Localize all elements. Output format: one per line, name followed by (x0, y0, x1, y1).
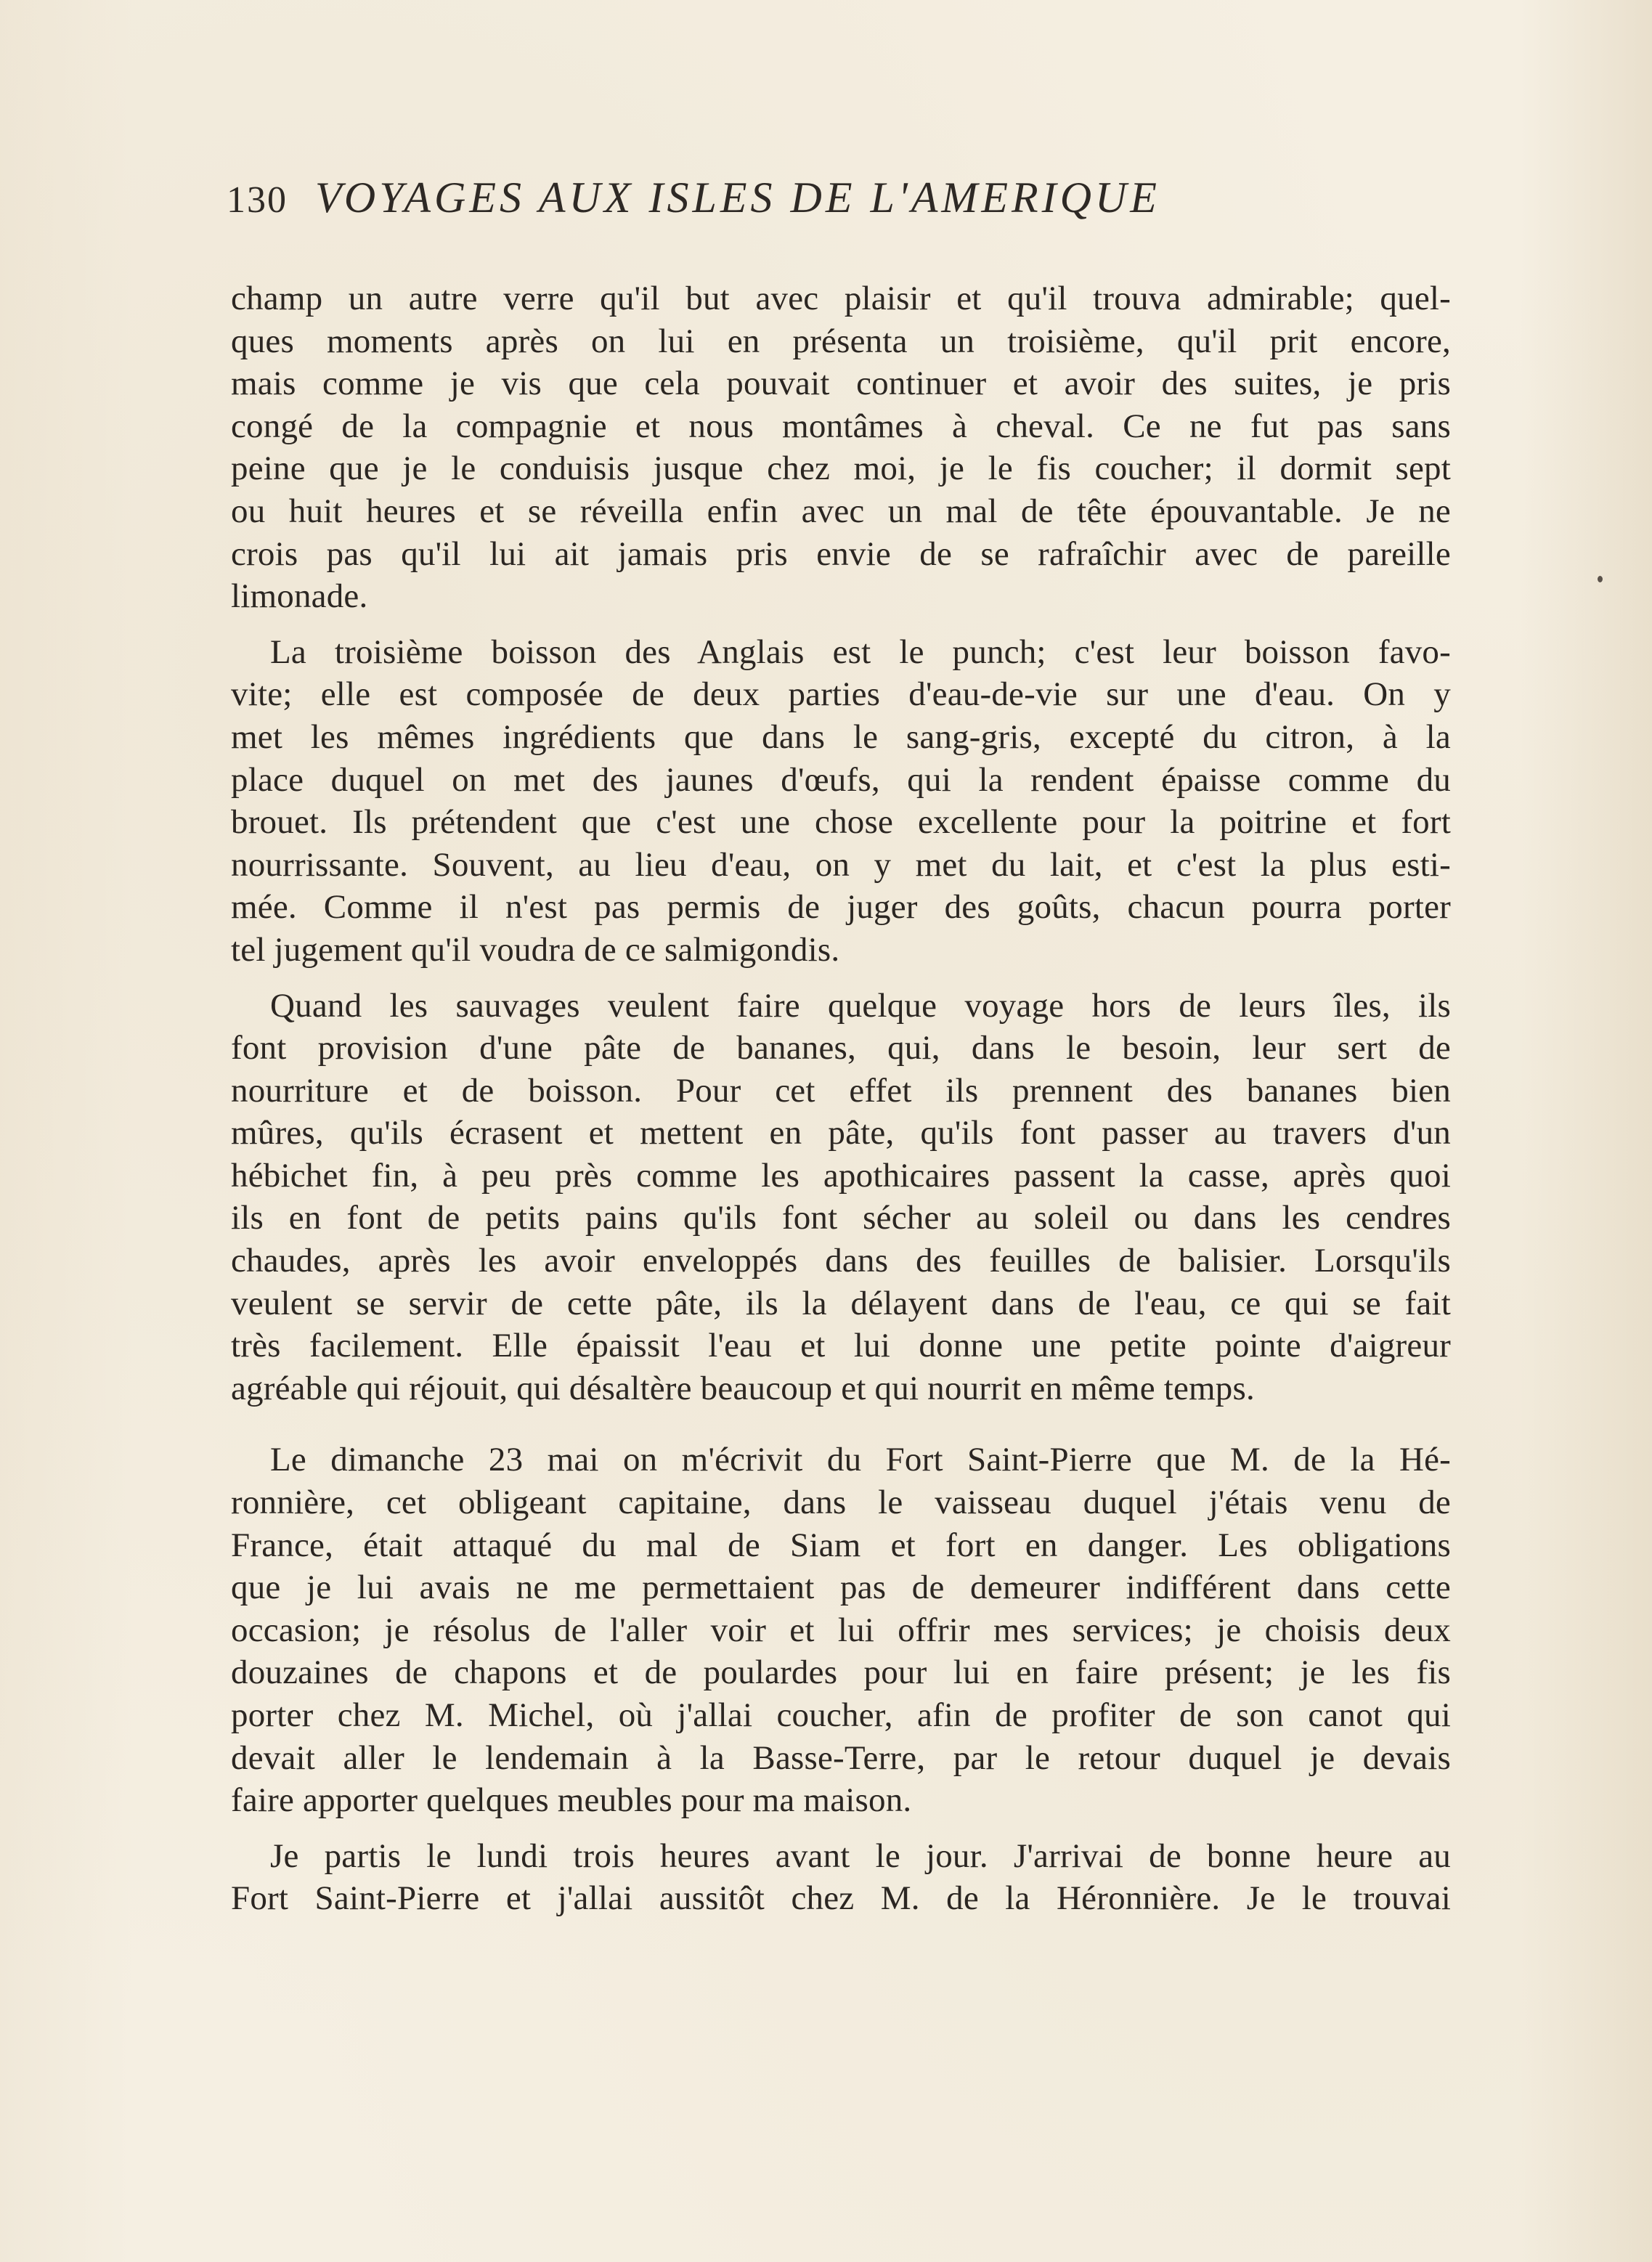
paper-speck (1598, 576, 1603, 582)
text-line: nourrissante. Souvent, au lieu d'eau, on y met du lait, et c'est la plus esti- (231, 845, 1451, 884)
text-line: France, était attaqué du mal de Siam et fort en danger. Les obligations (231, 1526, 1451, 1564)
text-line: devait aller le lendemain à la Basse-Terre, par le retour duquel je devais (231, 1738, 1451, 1777)
text-line: peine que je le conduisis jusque chez moi, je le fis coucher; il dormit sept (231, 449, 1451, 488)
text-line: occasion; je résolus de l'aller voir et lui offrir mes services; je choisis deux (231, 1611, 1451, 1649)
text-line: porter chez M. Michel, où j'allai coucher, afin de profiter de son canot qui (231, 1696, 1451, 1734)
text-line: douzaines de chapons et de poulardes pour lui en faire présent; je les fis (231, 1653, 1451, 1692)
text-line: mée. Comme il n'est pas permis de juger des goûts, chacun pourra porter (231, 888, 1451, 927)
text-line: très facilement. Elle épaissit l'eau et lui donne une petite pointe d'aigreur (231, 1327, 1451, 1365)
text-line: Le dimanche 23 mai on m'écrivit du Fort Saint-Pierre que M. de la Hé- (270, 1441, 1451, 1479)
body-text (231, 277, 1451, 1920)
text-line: ou huit heures et se réveilla enfin avec un mal de tête épouvantable. Je ne (231, 492, 1451, 530)
text-line: congé de la compagnie et nous montâmes à cheval. Ce ne fut pas sans (231, 407, 1451, 445)
text-line: ronnière, cet obligeant capitaine, dans le vaisseau duquel j'étais venu de (231, 1484, 1451, 1522)
text-line: chaudes, après les avoir enveloppés dans des feuilles de balisier. Lorsqu'ils (231, 1242, 1451, 1280)
text-line: La troisième boisson des Anglais est le punch; c'est leur boisson favo- (270, 632, 1451, 671)
text-line: que je lui avais ne me permettaient pas de demeurer indifférent dans cette (231, 1569, 1451, 1607)
running-title: VOYAGES AUX ISLES DE L'AMERIQUE (315, 174, 1160, 221)
text-line: place duquel on met des jaunes d'œufs, qui la rendent épaisse comme du (231, 760, 1451, 799)
text-line: Je partis le lundi trois heures avant le jour. J'arrivai de bonne heure au (270, 1836, 1451, 1875)
text-line: mûres, qu'ils écrasent et mettent en pâte, qu'ils font passer au travers d'un (231, 1114, 1451, 1152)
text-line: ils en font de petits pains qu'ils font sécher au soleil ou dans les cendres (231, 1199, 1451, 1237)
paragraph-4 (231, 1439, 1451, 1821)
text-line: Quand les sauvages veulent faire quelque voyage hors de leurs îles, ils (270, 986, 1451, 1025)
text-line: nourriture et de boisson. Pour cet effet ils prennent des bananes bien (231, 1071, 1451, 1110)
text-line: champ un autre verre qu'il but avec plaisir et qu'il trouva admirable; quel- (231, 280, 1451, 317)
page-number: 130 (227, 179, 288, 221)
text-line: faire apporter quelques meubles pour ma maison. (231, 1781, 912, 1820)
text-line: mais comme je vis que cela pouvait continuer et avoir des suites, je pris (231, 365, 1451, 403)
text-line: agréable qui réjouit, qui désaltère beaucoup et qui nourrit en même temps. (231, 1369, 1255, 1407)
text-line: tel jugement qu'il voudra de ce salmigondis. (231, 930, 840, 969)
running-head (227, 173, 1160, 231)
text-line: crois pas qu'il lui ait jamais pris envie de se rafraîchir avec de pareille (231, 534, 1451, 573)
text-line: font provision d'une pâte de bananes, qui, dans le besoin, leur sert de (231, 1029, 1451, 1067)
paragraph-2 (231, 631, 1451, 972)
text-line: brouet. Ils prétendent que c'est une chose excellente pour la poitrine et fort (231, 803, 1451, 842)
paragraph-5 (231, 1835, 1451, 1920)
text-line: hébichet fin, à peu près comme les apothicaires passent la casse, après quoi (231, 1156, 1451, 1195)
text-line: ques moments après on lui en présenta un troisième, qu'il prit encore, (231, 322, 1451, 360)
paragraph-3 (231, 985, 1451, 1410)
text-line: vite; elle est composée de deux parties d'eau-de-vie sur une d'eau. On y (231, 675, 1451, 714)
text-line: Fort Saint-Pierre et j'allai aussitôt chez M. de la Héronnière. Je le trouvai (231, 1879, 1451, 1918)
text-line: limonade. (231, 577, 368, 616)
text-line: veulent se servir de cette pâte, ils la délayent dans de l'eau, ce qui se fait (231, 1284, 1451, 1322)
text-line: met les mêmes ingrédients que dans le sang-gris, excepté du citron, à la (231, 717, 1451, 756)
paragraph-1 (231, 277, 1451, 618)
